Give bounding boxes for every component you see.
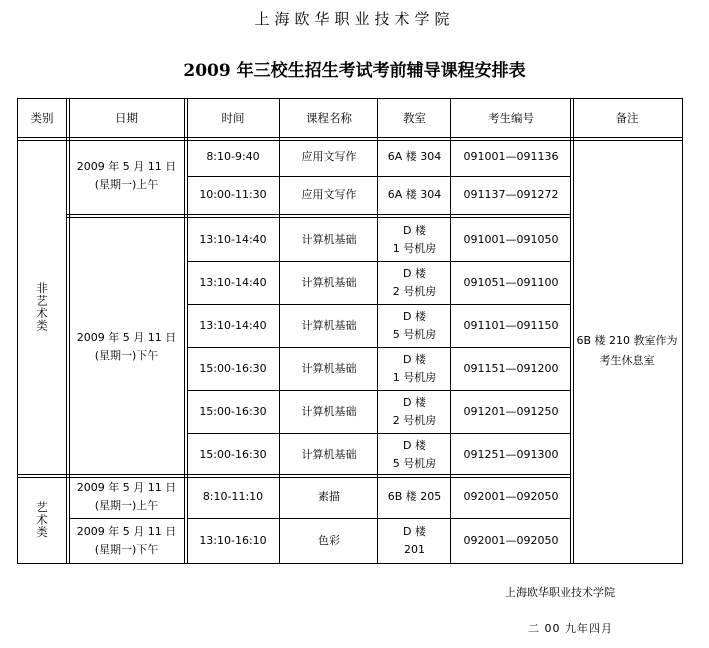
divider	[377, 98, 378, 564]
row-5-exam-number: 091101—091150	[463, 318, 559, 332]
header-time: 时间	[221, 111, 245, 125]
row-9-course: 素描	[318, 490, 340, 503]
divider	[66, 98, 67, 564]
row-7-time: 15:00-16:30	[199, 404, 267, 418]
divider	[451, 390, 571, 391]
row-7-room: D 楼 2 号机房	[392, 395, 437, 427]
row-8-exam-number: 091251—091300	[463, 447, 559, 461]
divider	[570, 98, 571, 564]
row-6-room: D 楼 1 号机房	[392, 352, 437, 384]
divider	[17, 474, 571, 475]
divider	[187, 518, 451, 519]
date-art-morning: 2009 年 5 月 11 日 (星期一)上午	[76, 481, 177, 512]
divider	[187, 304, 451, 305]
category-non-art-label: 非艺术类	[35, 282, 49, 332]
footer-school-name: 上海欧华职业技术学院	[505, 586, 615, 599]
row-1-room: 6A 楼 304	[387, 150, 442, 163]
row-2-exam-number: 091137—091272	[463, 188, 559, 201]
row-10-course: 色彩	[318, 534, 340, 547]
row-7-exam-number: 091201—091250	[463, 404, 559, 418]
divider	[17, 137, 683, 138]
row-3-course: 计算机基础	[301, 232, 357, 246]
divider	[451, 347, 571, 348]
row-10-time: 13:10-16:10	[199, 534, 267, 547]
row-1-course: 应用文写作	[301, 150, 357, 163]
row-4-exam-number: 091051—091100	[463, 275, 559, 289]
row-7-course: 计算机基础	[301, 404, 357, 418]
divider	[187, 176, 451, 177]
divider	[66, 214, 571, 215]
date-non-art-afternoon: 2009 年 5 月 11 日 (星期一)下午	[76, 331, 177, 362]
row-9-time: 8:10-11:10	[202, 490, 264, 503]
row-1-exam-number: 091001—091136	[463, 150, 559, 163]
row-2-room: 6A 楼 304	[387, 188, 442, 201]
row-8-time: 15:00-16:30	[199, 447, 267, 461]
row-4-room: D 楼 2 号机房	[392, 266, 437, 298]
divider	[17, 477, 571, 478]
schedule-table	[17, 98, 683, 564]
header-remark: 备注	[615, 111, 639, 125]
row-8-room: D 楼 5 号机房	[392, 438, 437, 470]
row-10-room: D 楼 201	[403, 525, 426, 556]
category-art-label: 艺术类	[35, 501, 49, 539]
row-6-time: 15:00-16:30	[199, 361, 267, 375]
header-category: 类别	[30, 111, 54, 125]
divider	[450, 98, 451, 564]
divider	[451, 261, 571, 262]
row-2-course: 应用文写作	[301, 188, 357, 201]
row-6-exam-number: 091151—091200	[463, 361, 559, 375]
row-9-room: 6B 楼 205	[387, 490, 442, 503]
divider	[187, 261, 451, 262]
row-5-time: 13:10-14:40	[199, 318, 267, 332]
row-2-time: 10:00-11:30	[199, 188, 267, 201]
divider	[279, 98, 280, 564]
row-3-time: 13:10-14:40	[199, 232, 267, 246]
divider	[66, 217, 571, 218]
row-5-room: D 楼 5 号机房	[392, 309, 437, 341]
row-3-room: D 楼 1 号机房	[392, 223, 437, 255]
header-room: 教室	[403, 111, 426, 125]
divider	[187, 433, 451, 434]
school-name: 上海欧华职业技术学院	[254, 10, 455, 28]
divider	[70, 518, 185, 519]
row-3-exam-number: 091001—091050	[463, 232, 559, 246]
row-9-exam-number: 092001—092050	[463, 490, 559, 503]
divider	[187, 390, 451, 391]
divider	[451, 518, 571, 519]
divider	[451, 304, 571, 305]
footer-date: 二 00 九年四月	[528, 622, 613, 635]
remark-rest-room: 6B 楼 210 教室作为 考生休息室	[576, 334, 678, 367]
row-1-time: 8:10-9:40	[206, 150, 260, 163]
row-4-course: 计算机基础	[301, 275, 357, 289]
row-5-course: 计算机基础	[301, 318, 357, 332]
divider	[184, 98, 185, 564]
divider	[69, 98, 70, 564]
header-course: 课程名称	[306, 111, 352, 125]
document-title: 2009 年三校生招生考试考前辅导课程安排表	[183, 61, 526, 81]
row-10-exam-number: 092001—092050	[463, 534, 559, 547]
date-art-afternoon: 2009 年 5 月 11 日 (星期一)下午	[76, 525, 177, 556]
header-date: 日期	[115, 111, 138, 125]
divider	[451, 176, 571, 177]
header-exam-number: 考生编号	[488, 111, 534, 125]
row-4-time: 13:10-14:40	[199, 275, 267, 289]
divider	[187, 347, 451, 348]
divider	[451, 433, 571, 434]
divider	[187, 98, 188, 564]
row-8-course: 计算机基础	[301, 447, 357, 461]
divider	[573, 98, 574, 564]
date-non-art-morning: 2009 年 5 月 11 日 (星期一)上午	[76, 160, 177, 191]
row-6-course: 计算机基础	[301, 361, 357, 375]
outer-border	[17, 98, 683, 564]
divider	[17, 140, 683, 141]
